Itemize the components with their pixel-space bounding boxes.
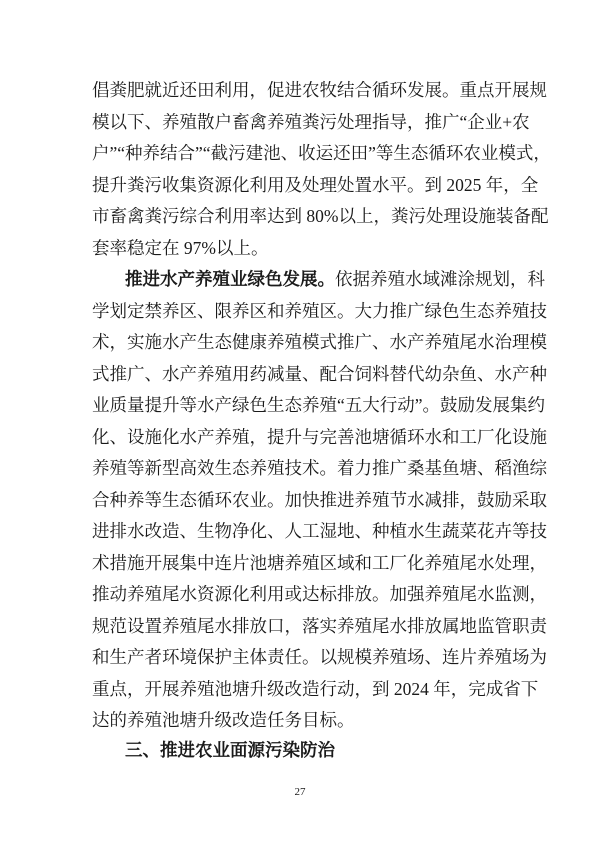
page-number: 27 <box>294 786 306 798</box>
paragraph-line: 规范设置养殖尾水排放口，落实养殖尾水排放属地监管职责 <box>92 616 547 636</box>
paragraph-line: 养殖等新型高效生态养殖技术。着力推广桑基鱼塘、稻渔综 <box>92 458 547 478</box>
paragraph-line: 进排水改造、生物净化、人工湿地、种植水生蔬菜花卉等技 <box>92 521 547 541</box>
paragraph-line: 学划定禁养区、限养区和养殖区。大力推广绿色生态养殖技 <box>92 301 547 321</box>
paragraph-line: 术措施开展集中连片池塘养殖区域和工厂化养殖尾水处理， <box>92 553 547 573</box>
paragraph-line: 户”“种养结合”“截污建池、收运还田”等生态循环农业模式， <box>92 143 551 163</box>
paragraph-line <box>125 267 545 291</box>
paragraph-line: 化、设施化水产养殖，提升与完善池塘循环水和工厂化设施 <box>92 427 547 447</box>
paragraph-line: 推动养殖尾水资源化利用或达标排放。加强养殖尾水监测， <box>92 584 547 604</box>
paragraph-line: 达的养殖池塘升级改造任务目标。 <box>92 710 355 730</box>
paragraph-line: 套率稳定在 97%以上。 <box>92 238 269 258</box>
paragraph-text: 依据养殖水域滩涂规划，科 <box>335 269 545 289</box>
paragraph-line: 式推广、水产养殖用药减量、配合饲料替代幼杂鱼、水产种 <box>92 364 547 384</box>
paragraph-line: 重点，开展养殖池塘升级改造行动，到 2024 年，完成省下 <box>92 679 539 699</box>
paragraph-bold-lead: 推进水产养殖业绿色发展。 <box>125 269 335 289</box>
paragraph-line: 和生产者环境保护主体责任。以规模养殖场、连片养殖场为 <box>92 647 547 667</box>
paragraph-line: 市畜禽粪污综合利用率达到 80%以上，粪污处理设施装备配 <box>92 206 549 226</box>
paragraph-line: 业质量提升等水产绿色生态养殖“五大行动”。鼓励发展集约 <box>92 395 546 415</box>
paragraph-line: 倡粪肥就近还田利用，促进农牧结合循环发展。重点开展规 <box>92 80 547 100</box>
section-heading: 三、推进农业面源污染防治 <box>125 740 335 760</box>
paragraph-line: 提升粪污收集资源化利用及处理处置水平。到 2025 年，全 <box>92 175 539 195</box>
paragraph-line: 合种养等生态循环农业。加快推进养殖节水减排，鼓励采取 <box>92 490 547 510</box>
paragraph-line: 术，实施水产生态健康养殖模式推广、水产养殖尾水治理模 <box>92 332 547 352</box>
paragraph-line: 模以下、养殖散户畜禽养殖粪污处理指导，推广“企业+农 <box>92 112 530 132</box>
